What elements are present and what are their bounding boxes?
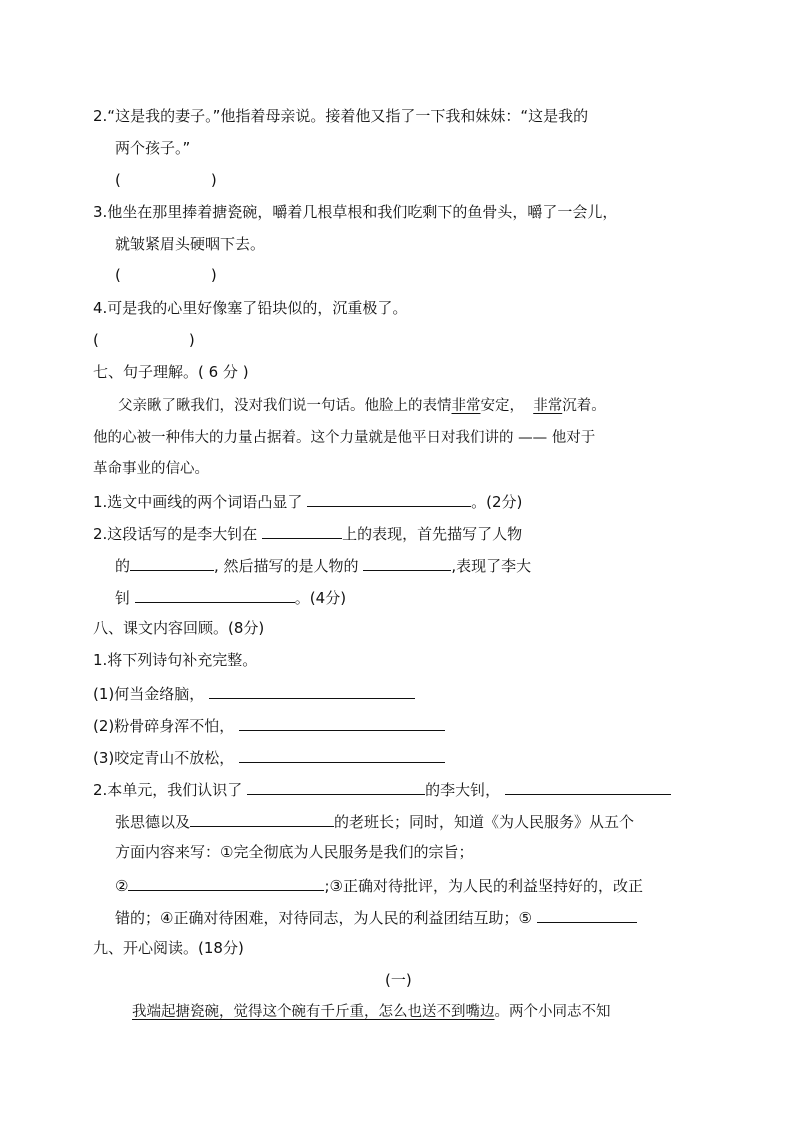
- s9-underlined-sentence: 我端起搪瓷碗，觉得这个碗有千斤重，怎么也送不到嘴边: [132, 1004, 495, 1020]
- s8-poem-3-blank[interactable]: [239, 746, 445, 763]
- s7-passage-text-b: 安定，: [480, 398, 524, 414]
- s7-passage-line2: 他的心被一种伟大的力量占据着。这个力量就是他平日对我们讲的 —— 他对于: [93, 430, 596, 446]
- s7-passage-line1: [118, 396, 606, 416]
- s8-q2-line1: [93, 778, 671, 800]
- s6-q2-answer-paren[interactable]: ( ): [115, 171, 217, 189]
- s7-q2-text-d: , 然后描写的是人物的: [214, 557, 359, 575]
- s7-underlined-word-2: 非常: [533, 398, 563, 414]
- s8-q2-text-b: 的李大钊，: [425, 781, 501, 799]
- s8-poem-1: [93, 682, 415, 704]
- s9-title: 九、开心阅读。(18分): [93, 939, 244, 957]
- s8-q2-line5: [115, 906, 637, 928]
- s7-q2-text-e: ,表现了李大: [451, 557, 532, 575]
- s6-q2-line1: 2.“这是我的妻子。”他指着母亲说。接着他又指了一下我和妹妹：“这是我的: [93, 107, 589, 125]
- s8-q2-line4: [115, 874, 643, 896]
- s7-q2-blank-1[interactable]: [262, 522, 342, 539]
- s8-poem-1-blank[interactable]: [209, 682, 415, 699]
- s7-q1-prompt: 1.选文中画线的两个词语凸显了: [93, 493, 303, 511]
- s7-q2-line1: [93, 522, 522, 544]
- s8-q2-blank-1[interactable]: [247, 778, 425, 795]
- s7-q2-blank-2[interactable]: [130, 554, 214, 571]
- s7-q1: [93, 490, 522, 512]
- s8-q2-text-f: ②: [115, 877, 129, 895]
- s8-poem-2-blank[interactable]: [239, 714, 445, 731]
- s7-q2-blank-4[interactable]: [135, 586, 295, 603]
- s8-poem-3-text: (3)咬定青山不放松，: [93, 749, 235, 767]
- s8-q2-line2: [115, 810, 634, 832]
- s7-passage-text-a: 父亲瞅了瞅我们，没对我们说一句话。他脸上的表情: [118, 398, 452, 414]
- s8-q2-text-a: 2.本单元，我们认识了: [93, 781, 243, 799]
- s6-q4-answer-paren[interactable]: ( ): [93, 331, 195, 349]
- s7-passage-text-c: 沉着。: [562, 398, 606, 414]
- s7-q2-prompt: 2.这段话写的是李大钊在: [93, 525, 258, 543]
- s8-q2-blank-5[interactable]: [537, 906, 637, 923]
- s7-q2-text-b: 上的表现，首先描写了人物: [342, 525, 523, 543]
- s6-q3-line1: 3.他坐在那里捧着搪瓷碗，嚼着几根草根和我们吃剩下的鱼骨头，嚼了一会儿，: [93, 203, 618, 221]
- s6-q4-line: 4.可是我的心里好像塞了铅块似的，沉重极了。: [93, 299, 408, 317]
- s9-subtitle: (一): [385, 971, 412, 989]
- s7-q2-text-c: 的: [115, 557, 131, 575]
- s8-q2-text-g: ;③正确对待批评，为人民的利益坚持好的，改正: [324, 877, 643, 895]
- s8-q2-blank-4[interactable]: [128, 874, 324, 891]
- s8-poem-1-text: (1)何当金络脑，: [93, 685, 205, 703]
- s7-passage-line3: 革命事业的信心。: [93, 461, 209, 477]
- s9-passage-line1: [132, 1002, 611, 1022]
- s9-passage-rest: 。两个小同志不知: [494, 1004, 611, 1020]
- s8-q2-text-h: 错的；④正确对待困难，对待同志，为人民的利益团结互助；⑤: [115, 909, 532, 927]
- s7-title: 七、句子理解。( 6 分 ): [93, 363, 249, 381]
- s6-q3-line2: 就皱紧眉头硬咽下去。: [115, 235, 266, 253]
- s8-poem-3: [93, 746, 445, 768]
- s6-q3-answer-paren[interactable]: ( ): [115, 266, 217, 284]
- s7-q2-line3: [115, 586, 346, 608]
- s7-underlined-word-1: 非常: [451, 398, 481, 414]
- s7-q1-blank[interactable]: [307, 490, 471, 507]
- s8-q2-line3: 方面内容来写：①完全彻底为人民服务是我们的宗旨；: [115, 843, 474, 861]
- s7-q2-line2: [115, 554, 531, 576]
- s8-q2-blank-2[interactable]: [505, 778, 671, 795]
- s8-q2-blank-3[interactable]: [190, 810, 334, 827]
- s6-q2-line2: 两个孩子。”: [115, 139, 191, 157]
- s8-poem-2: [93, 714, 445, 736]
- s8-title: 八、课文内容回顾。(8分): [93, 619, 265, 637]
- s8-poem-2-text: (2)粉骨碎身浑不怕，: [93, 717, 235, 735]
- s7-q2-score: 。(4分): [294, 589, 347, 607]
- s7-q1-score: 。(2分): [471, 493, 523, 511]
- s7-q2-text-f: 钊: [115, 589, 131, 607]
- s8-q1: 1.将下列诗句补充完整。: [93, 651, 258, 669]
- s8-q2-text-d: 的老班长；同时，知道《为人民服务》从五个: [334, 813, 635, 831]
- s7-q2-blank-3[interactable]: [363, 554, 451, 571]
- s8-q2-text-c: 张思德以及: [115, 813, 191, 831]
